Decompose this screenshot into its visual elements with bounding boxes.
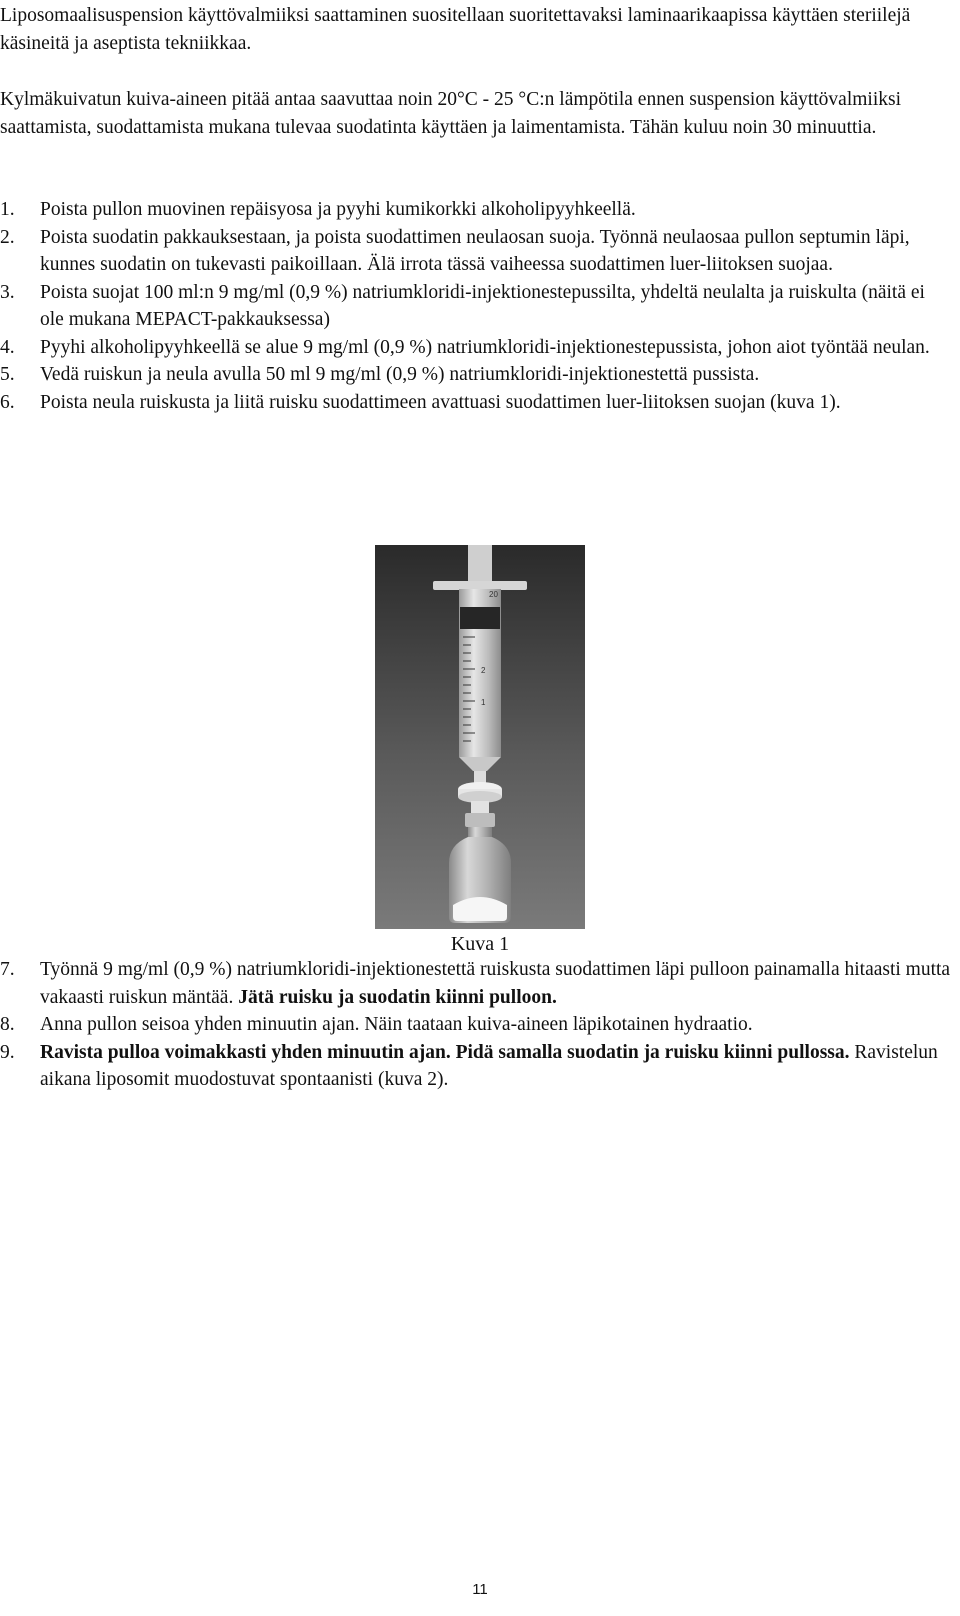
step-number: 4. [0,336,15,358]
steps-list-a [0,196,952,416]
step-number: 8. [0,1014,15,1035]
step-text: Poista pullon muovinen repäisyosa ja pyyhi kumikorkki alkoholipyyhkeellä. [40,199,636,220]
step-number: 9. [0,1041,15,1063]
step-number: 1. [0,199,15,220]
step-bold-text: Ravista pulloa voimakkasti yhden minuutin ajan. Pidä samalla suodatin ja ruisku kiinni pullossa. [40,1041,850,1063]
scale-mark-1: 1 [481,698,486,707]
list-item [0,361,952,389]
syringe-mark: 20 [489,590,498,599]
step-number: 7. [0,959,15,980]
step-text: Poista suojat 100 ml:n 9 mg/ml (0,9 %) natriumkloridi-injektionestepussilta, yhdeltä neulalta ja ruiskulta (näitä ei ole mukana MEPACT-pakkauksessa) [40,281,925,330]
list-item [0,1011,952,1039]
step-number: 6. [0,391,15,413]
list-item [0,196,952,224]
step-text: Poista suodatin pakkauksestaan, ja poista suodattimen neulaosan suoja. Työnnä neulaosaa pullon septumin läpi, kunnes suodatin on tukevasti paikoillaan. Älä irrota tässä vaiheessa suodattimen luer-liitoksen suojaa. [40,226,910,275]
step-number: 3. [0,281,15,303]
figure-caption: Kuva 1 [450,933,510,955]
syringe-vial-photo [375,545,585,929]
list-item [0,389,952,417]
vial-cap [465,813,495,827]
scale-mark-2: 2 [481,666,486,675]
intro-paragraph-2: Kylmäkuivatun kuiva-aineen pitää antaa saavuttaa noin 20°C - 25 °C:n lämpötila ennen suspension käyttövalmiiksi saattamista, suodattamista mukana tulevaa suodatinta käyttäen ja laimentamista. Tähän kuluu noin 30 minuuttia. [0,89,902,138]
list-item [0,334,952,362]
step-text: Anna pullon seisoa yhden minuutin ajan. Näin taataan kuiva-aineen läpikotainen hydraatio. [40,1014,753,1035]
syringe-flange [433,581,527,590]
list-item [0,1039,952,1094]
step-text: Pyyhi alkoholipyyhkeellä se alue 9 mg/ml (0,9 %) natriumkloridi-injektionestepussista, johon aiot työntää neulan. [40,336,930,358]
list-item [0,224,952,279]
step-bold-text: Jätä ruisku ja suodatin kiinni pulloon. [238,986,557,1008]
page-number: 11 [472,1581,488,1598]
plunger-rod [468,545,492,585]
vial-neck [468,827,492,837]
step-text-after: Ravistelun aikana liposomit muodostuvat spontaanisti (kuva 2). [40,1041,938,1090]
plunger-stopper [460,607,500,629]
photo-illustration [375,545,585,929]
steps-list-b [0,956,952,1094]
step-number: 5. [0,364,15,385]
step-number: 2. [0,226,15,248]
list-item [0,956,952,1011]
list-item [0,279,952,334]
step-text: Poista neula ruiskusta ja liitä ruisku suodattimeen avattuasi suodattimen luer-liitoksen suojan (kuva 1). [40,391,841,413]
step-text: Työnnä 9 mg/ml (0,9 %) natriumkloridi-injektionestettä ruiskusta suodattimen läpi pulloon painamalla hitaasti mutta vakaasti ruiskun mäntää. [40,959,951,1008]
step-text: Vedä ruiskun ja neula avulla 50 ml 9 mg/ml (0,9 %) natriumkloridi-injektionestettä pussista. [40,364,760,385]
intro-paragraph-1: Liposomaalisuspension käyttövalmiiksi saattaminen suositellaan suoritettavaksi laminaarikaapissa käyttäen steriilejä käsineitä ja aseptista tekniikkaa. [0,5,911,54]
